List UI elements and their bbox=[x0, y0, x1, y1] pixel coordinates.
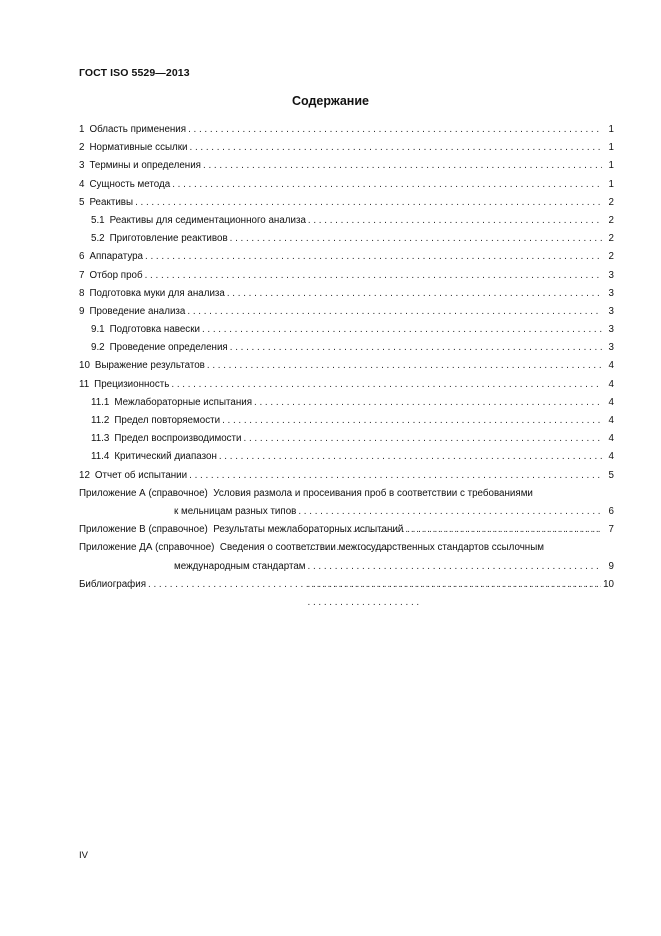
page-number: 3 bbox=[608, 269, 614, 281]
toc-entry-title: Проведение анализа bbox=[89, 305, 186, 317]
toc-entry-title: Сущность метода bbox=[89, 178, 171, 190]
leader-dots bbox=[189, 467, 602, 485]
page-number: 4 bbox=[608, 378, 614, 390]
toc-entry-title: Предел повторяемости bbox=[114, 415, 221, 426]
toc-entry-title: Реактивы для седиментационного анализа bbox=[109, 214, 306, 226]
toc-entry-number: 2 bbox=[79, 142, 85, 154]
appendix-title: Условия размола и просеивания проб в соответствии с требованиями bbox=[213, 487, 533, 499]
toc-entry[interactable] bbox=[79, 394, 614, 412]
page-number: 1 bbox=[608, 160, 614, 172]
toc-entry-number: 11.1 bbox=[91, 396, 110, 408]
page-number: 4 bbox=[608, 451, 614, 463]
toc-entry-number: 9.1 bbox=[91, 324, 105, 336]
appendix-prefix: Приложение В (справочное) bbox=[79, 524, 208, 536]
toc-entry[interactable] bbox=[79, 139, 614, 157]
toc-entry-number: 12 bbox=[79, 469, 90, 481]
table-of-contents bbox=[79, 121, 614, 594]
appendix-title: Результаты межлабораторных испытаний bbox=[213, 524, 404, 536]
toc-entry[interactable] bbox=[79, 357, 614, 375]
page-number: 2 bbox=[608, 251, 614, 263]
toc-entry-title: Прецизионность bbox=[94, 378, 170, 390]
toc-entry-title: Приготовление реактивов bbox=[109, 233, 228, 245]
leader-dots bbox=[244, 430, 602, 448]
leader-dots bbox=[405, 521, 602, 539]
leader-dots bbox=[145, 248, 602, 266]
toc-entry[interactable] bbox=[79, 194, 614, 212]
page-footer-number: IV bbox=[79, 850, 88, 861]
page-title: Содержание bbox=[291, 94, 369, 108]
toc-entry-title: Межлабораторные испытания bbox=[114, 396, 253, 408]
toc-entry-number: 9 bbox=[79, 305, 85, 317]
leader-dots bbox=[230, 230, 602, 248]
toc-entry[interactable] bbox=[79, 267, 614, 285]
toc-entry-number: 11.3 bbox=[91, 433, 110, 445]
toc-entry[interactable] bbox=[79, 339, 614, 357]
appendix-prefix: Приложение ДА (справочное) bbox=[79, 542, 215, 554]
toc-entry-number: 10 bbox=[79, 360, 90, 372]
page-number: 9 bbox=[608, 560, 614, 572]
toc-entry-title: Термины и определения bbox=[89, 160, 201, 172]
page-number: 1 bbox=[608, 142, 614, 154]
page-number: 7 bbox=[608, 524, 614, 536]
toc-appendix-b[interactable] bbox=[79, 521, 614, 539]
toc-sections bbox=[79, 121, 614, 485]
page-number: 10 bbox=[603, 578, 614, 590]
toc-entry[interactable] bbox=[79, 230, 614, 248]
leader-dots bbox=[135, 194, 602, 212]
leader-dots bbox=[172, 176, 602, 194]
toc-entry-title: Аппаратура bbox=[89, 251, 144, 263]
toc-entry-number: 11 bbox=[79, 378, 90, 390]
appendix-prefix: Приложение А (справочное) bbox=[79, 487, 208, 499]
leader-dots bbox=[187, 303, 602, 321]
page-number: 3 bbox=[608, 287, 614, 299]
toc-entry-number: 4 bbox=[79, 178, 85, 190]
leader-dots bbox=[230, 339, 602, 357]
toc-entry[interactable] bbox=[79, 285, 614, 303]
page-number: 3 bbox=[608, 324, 614, 336]
toc-entry-number: 5.2 bbox=[91, 233, 105, 245]
leader-dots bbox=[254, 394, 602, 412]
toc-entry-number: 6 bbox=[79, 251, 85, 263]
toc-appendix-da[interactable] bbox=[79, 539, 614, 575]
leader-dots bbox=[145, 267, 602, 285]
appendix-title-continued: международным стандартам bbox=[174, 560, 306, 572]
page-number: 4 bbox=[608, 396, 614, 408]
page-number: 4 bbox=[608, 360, 614, 372]
toc-entry-title: Отчет об испытании bbox=[94, 469, 188, 481]
leader-dots bbox=[202, 321, 602, 339]
leader-dots bbox=[222, 412, 602, 430]
page-number: 5 bbox=[608, 469, 614, 481]
page-number: 2 bbox=[608, 196, 614, 208]
toc-entry-number: 7 bbox=[79, 269, 85, 281]
toc-entry-title: Подготовка муки для анализа bbox=[89, 287, 225, 299]
toc-entry[interactable] bbox=[79, 303, 614, 321]
page-number: 1 bbox=[608, 178, 614, 190]
toc-entry[interactable] bbox=[79, 212, 614, 230]
page-number: 1 bbox=[608, 124, 614, 135]
leader-dots bbox=[188, 121, 602, 139]
leader-dots bbox=[148, 576, 601, 594]
leader-dots bbox=[171, 376, 602, 394]
page-number: 3 bbox=[608, 342, 614, 354]
page-number: 2 bbox=[608, 233, 614, 245]
toc-bibliography[interactable] bbox=[79, 576, 614, 594]
toc-entry-number: 1 bbox=[79, 124, 85, 135]
toc-entry-title: Нормативные ссылки bbox=[89, 142, 188, 154]
page-number: 4 bbox=[608, 415, 614, 426]
toc-entry-number: 3 bbox=[79, 160, 85, 172]
toc-entry-number: 8 bbox=[79, 287, 85, 299]
toc-entry[interactable] bbox=[79, 412, 614, 430]
leader-dots bbox=[190, 139, 603, 157]
toc-entry[interactable] bbox=[79, 376, 614, 394]
document-standard-header: ГОСТ ISO 5529—2013 bbox=[79, 67, 190, 79]
toc-entry-title: Критический диапазон bbox=[114, 451, 217, 463]
toc-entry-title: Предел воспроизводимости bbox=[114, 433, 242, 445]
appendix-title: Сведения о соответствии межгосударственных стандартов ссылочным bbox=[219, 542, 544, 554]
page-number: 2 bbox=[608, 214, 614, 226]
toc-entry-number: 5.1 bbox=[91, 214, 105, 226]
toc-entry[interactable] bbox=[79, 467, 614, 485]
page-number: 4 bbox=[608, 433, 614, 445]
leader-dots bbox=[203, 157, 602, 175]
toc-entry[interactable] bbox=[79, 248, 614, 266]
toc-entry[interactable] bbox=[79, 448, 614, 466]
toc-entry-title: Область применения bbox=[89, 124, 187, 135]
toc-entry[interactable] bbox=[79, 430, 614, 448]
toc-entry-title: Проведение определения bbox=[109, 342, 228, 354]
appendix-title-continued: к мельницам разных типов bbox=[174, 505, 297, 517]
toc-entry-number: 5 bbox=[79, 196, 85, 208]
leader-dots bbox=[308, 212, 602, 230]
leader-dots bbox=[207, 357, 602, 375]
bibliography-label: Библиография bbox=[79, 578, 147, 590]
toc-entry[interactable] bbox=[79, 157, 614, 175]
toc-entry[interactable] bbox=[79, 321, 614, 339]
toc-appendix-a[interactable] bbox=[79, 485, 614, 521]
leader-dots bbox=[219, 448, 602, 466]
page-number: 3 bbox=[608, 305, 614, 317]
toc-entry-title: Отбор проб bbox=[89, 269, 143, 281]
toc-entry-title: Подготовка навески bbox=[109, 324, 200, 336]
toc-entry-title: Выражение результатов bbox=[94, 360, 205, 372]
toc-entry-number: 11.4 bbox=[91, 451, 110, 463]
leader-dots bbox=[227, 285, 602, 303]
page-number: 6 bbox=[608, 505, 614, 517]
toc-entry[interactable] bbox=[79, 176, 614, 194]
toc-entry[interactable] bbox=[79, 121, 614, 139]
toc-entry-number: 9.2 bbox=[91, 342, 105, 354]
toc-entry-title: Реактивы bbox=[89, 196, 134, 208]
toc-entry-number: 11.2 bbox=[91, 415, 110, 426]
